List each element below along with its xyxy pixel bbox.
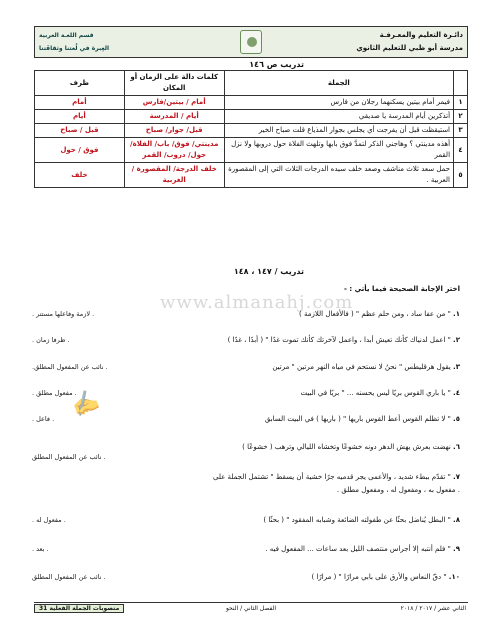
question-item <box>32 308 460 320</box>
row-sentence: أتذكرين أيام المدرسة يا صديقي <box>224 110 453 124</box>
row-number: ٢ <box>454 110 468 124</box>
question-item <box>32 387 460 399</box>
question-answer: . بعد . <box>32 545 49 553</box>
question-answer: . فاعل . <box>32 415 55 423</box>
question-text: " دقّ النعاس والأرق على بابي مرارًا " ( مرارًا ) <box>311 573 447 581</box>
row-sentence: استيقظت قبل أن يفرجت أي يجلس بجوار المذياع قلت صباح الخير <box>224 124 453 138</box>
row-words: مدينتي/ فوق/ باب/ الفلاة/ حول/ دروب/ القمر <box>124 138 224 163</box>
question-text: " فلم أنتبه إلا أجراس منتصف الليل بعد ساعات ... المفعول فيه . <box>265 545 451 553</box>
question-item <box>32 334 460 346</box>
row-number: ٥ <box>454 163 468 188</box>
row-adverb: قبل / صباح <box>35 124 125 138</box>
row-adverb: فوق / حول <box>35 138 125 163</box>
question-text: . مفعول به ، ومفعول له ، ومفعول مطلق . <box>336 486 460 494</box>
question-text: " لا تظلم القوس أعط القوس باريها " ( باريها ) في البيت السابق <box>264 415 451 423</box>
row-number: ٣ <box>454 124 468 138</box>
question-number: ٦. <box>453 443 460 451</box>
school-logo-icon <box>240 30 262 54</box>
question-answer: . لازمة وفاعلها مستتر . <box>32 310 95 318</box>
signature-stamp: ✍ <box>67 386 103 421</box>
header-left-line2: العِبرة في لُغتنا وثقافَتنا <box>39 45 110 52</box>
question-answer: . ظرفا زمان . <box>32 336 70 344</box>
header-right-line2: مدرسة أبو ظبي للتعليم الثانوي <box>356 44 463 52</box>
question-item <box>32 471 460 483</box>
question-number: ٨. <box>453 516 460 524</box>
header-sentence: الجملة <box>224 71 453 96</box>
row-sentence: أهذه مدينتي ؟ وهاجني الذكر لتمدَّ فوق بابها وتلهث الفلاة حول دروبها ولا نزل القمر <box>224 138 453 163</box>
question-answer: . نائب عن المفعول المطلق. <box>32 363 108 371</box>
question-answer: . مفعول مطلق . <box>32 389 77 397</box>
header-right <box>356 29 463 55</box>
table-row <box>35 163 468 188</box>
footer-term: الفصل الثاني / النحو <box>225 605 277 612</box>
exercise1-title: تدريب ص ١٤٦ <box>249 60 304 69</box>
page-footer <box>34 602 468 614</box>
header-words: كلمات دالة على الزمان أو المكان <box>124 71 224 96</box>
row-number: ٤ <box>454 138 468 163</box>
question-number: ١. <box>453 310 460 318</box>
question-number: ٤. <box>453 389 460 397</box>
question-number: ٩. <box>453 545 460 553</box>
adverbs-table <box>34 70 468 188</box>
question-item <box>32 413 460 425</box>
header-right-line1: دائـرة التعليم والمعـرفـة <box>379 31 463 39</box>
row-adverb: أمام <box>35 96 125 110</box>
row-adverb: خلف <box>35 163 125 188</box>
question-number: ٥. <box>453 415 460 423</box>
question-item-continuation <box>32 484 460 496</box>
instruction-text: اختر الإجابة الصحيحة فيما يأتي : - <box>344 285 460 293</box>
row-sentence: فيمر أمام بيتين يسكنهما رجلان من فارس <box>224 96 453 110</box>
question-text: " البطل يُناضل بحثًا عن طفولته الضائعة وشبابه المفقود " ( بحثًا ) <box>263 516 451 524</box>
row-number: ١ <box>454 96 468 110</box>
table-row <box>35 110 468 124</box>
question-text: " يا باري القوس بريًا ليس يحسنه ... " بريًا في البيت <box>300 389 451 397</box>
question-number: ٧. <box>453 473 460 481</box>
row-words: أمام / بيتين/فارس <box>124 96 224 110</box>
watermark: www.almanahj.com <box>160 292 354 313</box>
question-item <box>32 514 460 526</box>
header-left <box>39 29 109 55</box>
question-text: " تقدّم ببطء شديد ، والأعمى يجر قدميه جرًا خشية أن يسقط " تشتمل الجملة على <box>213 473 451 481</box>
question-item <box>32 361 460 373</box>
header-left-line1: قسم اللغـة العربية <box>39 32 94 39</box>
question-item <box>32 441 460 461</box>
exercise2-title: تدريب / ١٤٧ ، ١٤٨ <box>233 267 304 276</box>
header-num <box>454 71 468 96</box>
question-text: يقول هرقليطس " نحنُ لا نستحم في مياه النهر مرتين " مرتين <box>272 363 451 371</box>
page-header <box>34 26 468 58</box>
question-number: ٢. <box>453 336 460 344</box>
question-number: ٣. <box>453 363 460 371</box>
question-text: " اعمل لدنياك كأنك تعيش أبدا ، واعمل لآخرتك كأنك تموت غدًا " ( أبدًا ، غدًا ) <box>227 336 451 344</box>
footer-grade: الثاني عشر / ٢٠١٧ / ٢٠١٨ <box>400 605 466 612</box>
question-text: " من عفا ساد ، ومن حلم عظم " ( فالأفعال اللازمة ) <box>299 310 451 318</box>
row-adverb: أيام <box>35 110 125 124</box>
question-answer: . مفعول له . <box>32 516 66 524</box>
question-item <box>32 543 460 555</box>
table-header-row <box>35 71 468 96</box>
header-adverb: ظرف <box>35 71 125 96</box>
question-number: ١٠. <box>448 573 460 581</box>
row-words: أيام / المدرسة <box>124 110 224 124</box>
question-answer: . نائب عن المفعول المطلق <box>32 573 106 581</box>
table-row <box>35 124 468 138</box>
table-row <box>35 96 468 110</box>
row-words: خلف الدرجة/ المقصورة / الغربية <box>124 163 224 188</box>
table-row <box>35 138 468 163</box>
row-words: قبل/ جوار/ صباح <box>124 124 224 138</box>
footer-topic: منصوبات الجملة الفعلية 31 <box>34 604 124 613</box>
question-answer: . نائب عن المفعول المطلق <box>32 453 106 461</box>
question-text: نهضت بعرش يهش الدهر دونه خشوعًا وتخشاه الليالي وترهب ( خشوعًا ) <box>242 443 451 451</box>
row-sentence: حمل سعد ثلاث مناشف وصعد خلف سيده الدرجات الثلاث التي إلى المقصورة العربية . <box>224 163 453 188</box>
question-item <box>32 571 460 583</box>
